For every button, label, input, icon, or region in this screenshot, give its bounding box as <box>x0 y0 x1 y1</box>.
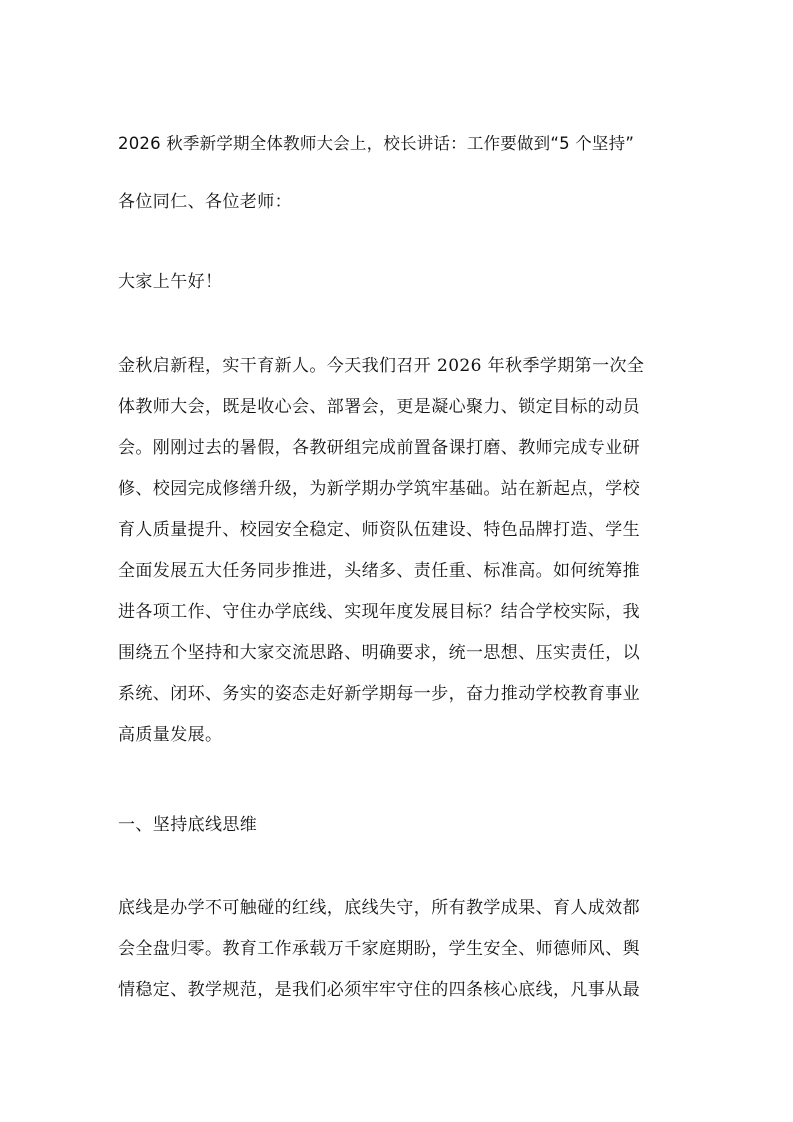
paragraph-line: 修、校园完成修缮升级，为新学期办学筑牢基础。站在新起点，学校 <box>118 479 640 499</box>
paragraph-line: 会。刚刚过去的暑假，各教研组完成前置备课打磨、教师完成专业研 <box>118 438 640 458</box>
paragraph-line: 底线是办学不可触碰的红线，底线失守，所有教学成果、育人成效都 <box>118 898 640 918</box>
document-title: 2026 秋季新学期全体教师大会上，校长讲话：工作要做到“5 个坚持” <box>118 134 635 153</box>
paragraph-line: 围绕五个坚持和大家交流思路、明确要求，统一思想、压实责任，以 <box>118 643 640 663</box>
paragraph-line: 会全盘归零。教育工作承载万千家庭期盼，学生安全、师德师风、舆 <box>118 939 640 959</box>
greeting: 大家上午好！ <box>118 272 223 292</box>
paragraph-line: 情稳定、教学规范，是我们必须牢牢守住的四条核心底线，凡事从最 <box>118 980 640 1000</box>
salutation: 各位同仁、各位老师： <box>118 192 292 212</box>
section-heading: 一、坚持底线思维 <box>118 815 258 835</box>
paragraph-line: 进各项工作、守住办学底线、实现年度发展目标？结合学校实际，我 <box>118 602 640 622</box>
paragraph-line: 育人质量提升、校园安全稳定、师资队伍建设、特色品牌打造、学生 <box>118 520 640 540</box>
paragraph-line: 高质量发展。 <box>118 725 223 745</box>
paragraph-line: 体教师大会，既是收心会、部署会，更是凝心聚力、锁定目标的动员 <box>118 397 640 417</box>
paragraph-line: 金秋启新程，实干育新人。今天我们召开 2026 年秋季学期第一次全 <box>118 356 645 376</box>
paragraph-line: 系统、闭环、务实的姿态走好新学期每一步，奋力推动学校教育事业 <box>118 684 640 704</box>
paragraph-line: 全面发展五大任务同步推进，头绪多、责任重、标准高。如何统筹推 <box>118 561 640 581</box>
